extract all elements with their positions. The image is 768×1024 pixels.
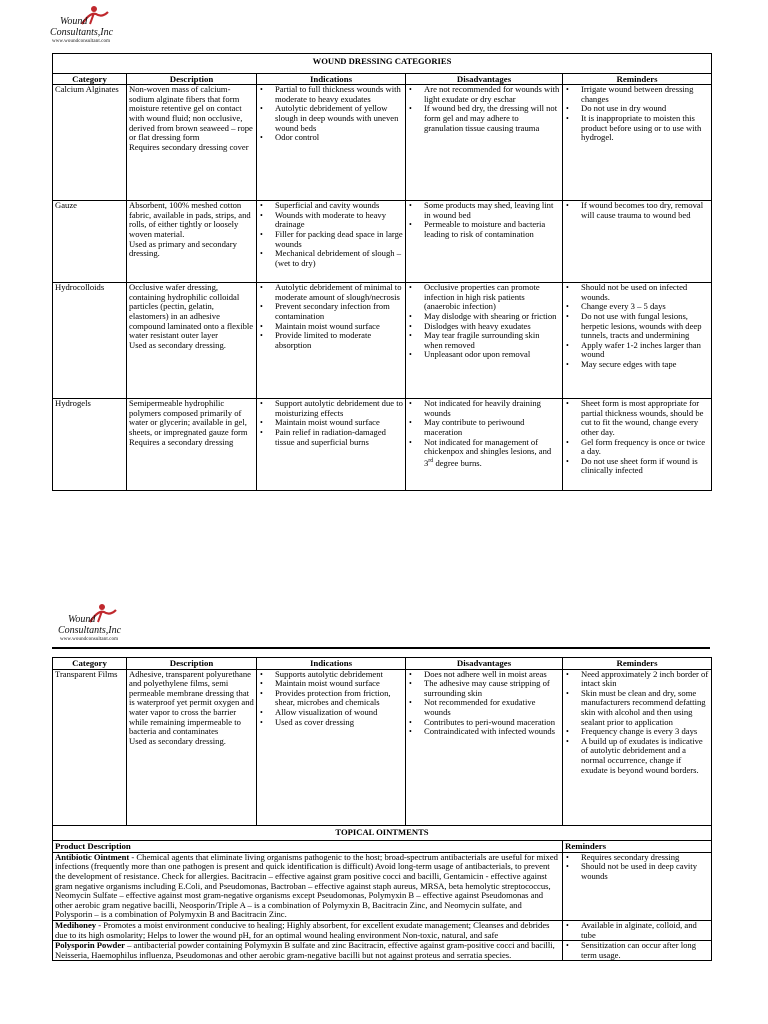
row-category: Gauze — [53, 201, 127, 283]
list-item: • May secure edges with tape — [565, 360, 709, 370]
table-row — [53, 201, 712, 283]
list-item: • Odor control — [259, 133, 403, 143]
row-reminders — [563, 85, 712, 201]
list-item: • Pain relief in radiation-damaged tissue and superficial burns — [259, 428, 403, 447]
row-indications — [257, 85, 406, 201]
table-title: WOUND DRESSING CATEGORIES — [53, 54, 712, 74]
row-reminders — [563, 399, 712, 491]
table-row — [53, 283, 712, 399]
list-item: • Maintain moist wound surface — [259, 322, 403, 332]
list-item: • Occlusive properties can promote infection in high risk patients (anaerobic infection) — [408, 283, 560, 312]
list-item: • Not indicated for management of chickenpox and shingles lesions, and 3rd degree burns. — [408, 438, 560, 469]
header-reminders: Reminders — [563, 841, 712, 853]
company-logo — [58, 602, 168, 644]
logo-line1: Wound — [68, 614, 96, 625]
list-item: • Should not be used in deep cavity wounds — [565, 862, 709, 881]
row-category: Calcium Alginates — [53, 85, 127, 201]
row-description: Semipermeable hydrophilic polymers composed primarily of water or glycerin; available in gel, sheets, or impregnated gauze form Requires a secondary dressing — [127, 399, 257, 491]
list-item: • Dislodges with heavy exudates — [408, 322, 560, 332]
table-row — [53, 399, 712, 491]
list-item: • Unpleasant odor upon removal — [408, 350, 560, 360]
list-item: • Supports autolytic debridement — [259, 670, 403, 680]
product-name: Polysporin Powder — [55, 940, 125, 951]
list-item: • Sensitization can occur after long term usage. — [565, 941, 709, 960]
list-item: • Permeable to moisture and bacteria leading to risk of contamination — [408, 220, 560, 239]
list-item: • Requires secondary dressing — [565, 853, 709, 863]
list-item: • Maintain moist wound surface — [259, 418, 403, 428]
list-item: • Maintain moist wound surface — [259, 679, 403, 689]
list-item: • Contraindicated with infected wounds — [408, 727, 560, 737]
row-disadvantages — [406, 399, 563, 491]
row-disadvantages — [406, 85, 563, 201]
header-row — [53, 841, 712, 853]
header-category: Category — [53, 658, 127, 670]
logo-url: www.woundconsultant.com — [60, 637, 119, 642]
list-item: • Autolytic debridement of minimal to moderate amount of slough/necrosis — [259, 283, 403, 302]
row-reminders — [563, 941, 712, 961]
table-row — [53, 85, 712, 201]
header-disadvantages: Disadvantages — [406, 658, 563, 670]
header-row — [53, 658, 712, 670]
product-polysporin-powder: Polysporin Powder – antibacterial powder containing Polymyxin B sulfate and zinc Bacitracin, effective against gram-positive cocci and bacilli, Neisseria, Haemophilus influenza, Pseudomonas and other aerobic gram-negative bacilli but not against proteus and serratia species. — [53, 941, 563, 961]
list-item: • Contributes to peri-wound maceration — [408, 718, 560, 728]
row-category: Transparent Films — [53, 669, 127, 825]
row-category: Hydrocolloids — [53, 283, 127, 399]
list-item: • Do not use with fungal lesions, herpetic lesions, wounds with deep tunnels, tracts and undermining — [565, 312, 709, 341]
table-row — [53, 852, 712, 920]
row-description: Adhesive, transparent polyurethane and polyethylene films, semi permeable membrane dressing that is waterproof yet permit oxygen and water vapor to cross the barrier while remaining impermeable to bacteria and contaminates Used as secondary dressing. — [127, 669, 257, 825]
list-item: • Filler for packing dead space in large wounds — [259, 230, 403, 249]
list-item: • Allow visualization of wound — [259, 708, 403, 718]
row-indications — [257, 669, 406, 825]
row-reminders — [563, 920, 712, 940]
list-item: • May dislodge with shearing or friction — [408, 312, 560, 322]
row-reminders — [563, 852, 712, 920]
row-disadvantages — [406, 201, 563, 283]
list-item: • Mechanical debridement of slough – (wet to dry) — [259, 249, 403, 268]
table-row — [53, 920, 712, 940]
list-item: • Are not recommended for wounds with light exudate or dry eschar — [408, 85, 560, 104]
list-item: • Prevent secondary infection from contamination — [259, 302, 403, 321]
row-disadvantages — [406, 669, 563, 825]
list-item: • Does not adhere well in moist areas — [408, 670, 560, 680]
list-item: • Some products may shed, leaving lint in wound bed — [408, 201, 560, 220]
list-item: • Provide limited to moderate absorption — [259, 331, 403, 350]
row-disadvantages — [406, 283, 563, 399]
header-disadvantages: Disadvantages — [406, 73, 563, 85]
product-name: Medihoney — [55, 920, 97, 930]
section-title: TOPICAL OINTMENTS — [53, 825, 712, 841]
table-row — [53, 941, 712, 961]
logo-url: www.woundconsultant.com — [52, 39, 111, 44]
header-reminders: Reminders — [563, 658, 712, 670]
table-row — [53, 669, 712, 825]
row-indications — [257, 283, 406, 399]
row-reminders — [563, 283, 712, 399]
logo-line1: Wound — [60, 16, 88, 27]
header-reminders: Reminders — [563, 73, 712, 85]
list-item: • Apply wafer 1-2 inches larger than wound — [565, 341, 709, 360]
row-description: Non-woven mass of calcium-sodium alginate fibers that form moisture retentive gel on contact with wound fluid; non occlusive, derived from brown seaweed – rope or flat dressing form Requires secondary dressing cover — [127, 85, 257, 201]
list-item: • Skin must be clean and dry, some manufacturers recommend defatting skin with alcohol and then using sealant prior to application — [565, 689, 709, 727]
header-product-description: Product Description — [53, 841, 563, 853]
list-item: • The adhesive may cause stripping of surrounding skin — [408, 679, 560, 698]
list-item: • Provides protection from friction, shear, microbes and chemicals — [259, 689, 403, 708]
list-item: • Not recommended for exudative wounds — [408, 698, 560, 717]
header-indications: Indications — [257, 73, 406, 85]
company-logo — [50, 4, 160, 46]
dressing-categories-table — [52, 53, 712, 491]
divider — [52, 647, 710, 649]
row-category: Hydrogels — [53, 399, 127, 491]
logo-line2: Consultants,Inc — [58, 625, 122, 636]
list-item: • Do not use sheet form if wound is clinically infected — [565, 457, 709, 476]
list-item: • Support autolytic debridement due to moisturizing effects — [259, 399, 403, 418]
header-row — [53, 73, 712, 85]
logo-line2: Consultants,Inc — [50, 27, 114, 38]
list-item: • Used as cover dressing — [259, 718, 403, 728]
product-antibiotic-ointment: Antibiotic Ointment - Chemical agents that eliminate living organisms pathogenic to the host; broad-spectrum antibacterials are useful for mixed infections (frequently more than one pathogen is present and quick identification is difficult) Avoid long-term usage of antibacterials, to prevent the development of resistance. Check for allergies. Bacitracin – effective against gram positive cocci and bacilli, Gentamicin - effective against gram negative organisms including E.Coli, and Pseudomonas, Bactroban – effective against staph aureus, MRSA, beta hemolytic streptococcus, Neomycin Sulfate – effective against most gram-negative organisms except Pseudomonas, Polymyxin B – effective against Pseudomonas and other aerobic gram negative bacilli, Neosporin/Triple A – is a combination of Polymyxin B, Bacitracin Zinc, and Neomycin sulfate, and Polysporin – is a combination of Polymyxin B and Bacitracin Zinc. — [53, 852, 563, 920]
list-item: • Irrigate wound between dressing changes — [565, 85, 709, 104]
row-indications — [257, 201, 406, 283]
header-category: Category — [53, 73, 127, 85]
transparent-films-table — [52, 657, 712, 961]
list-item: • May tear fragile surrounding skin when removed — [408, 331, 560, 350]
list-item: • Not indicated for heavily draining wounds — [408, 399, 560, 418]
list-item: • Frequency change is every 3 days — [565, 727, 709, 737]
list-item: • A build up of exudates is indicative of autolytic debridement and a normal occurrence, change if exudate is beyond wound borders. — [565, 737, 709, 775]
header-description: Description — [127, 658, 257, 670]
row-description: Occlusive wafer dressing, containing hydrophilic colloidal particles (pectin, gelatin, elastomers) in an adhesive compound laminated onto a flexible water resistant outer layer Used as secondary dressing. — [127, 283, 257, 399]
list-item: • It is inappropriate to moisten this product before using or to use with hydrogel. — [565, 114, 709, 143]
header-indications: Indications — [257, 658, 406, 670]
product-name: Antibiotic Ointment — [55, 852, 130, 862]
list-item: • Wounds with moderate to heavy drainage — [259, 211, 403, 230]
list-item: • Superficial and cavity wounds — [259, 201, 403, 211]
row-description: Absorbent, 100% meshed cotton fabric, available in pads, strips, and rolls, of either tightly or loosely woven material. Used as primary and secondary dressing. — [127, 201, 257, 283]
list-item: • Need approximately 2 inch border of intact skin — [565, 670, 709, 689]
header-description: Description — [127, 73, 257, 85]
list-item: • Change every 3 – 5 days — [565, 302, 709, 312]
list-item: • Sheet form is most appropriate for partial thickness wounds, should be cut to fit the wound, change every other day. — [565, 399, 709, 437]
list-item: • If wound becomes too dry, removal will cause trauma to wound bed — [565, 201, 709, 220]
row-reminders — [563, 669, 712, 825]
row-reminders — [563, 201, 712, 283]
product-medihoney: Medihoney - Promotes a moist environment conducive to healing; Highly absorbent, for excellent exudate management; Cleanses and debrides due to its high osmolarity; Helps to lower the wound pH, for an optimal wound healing environment Non-toxic, natural, and safe — [53, 920, 563, 940]
list-item: • Gel form frequency is once or twice a day. — [565, 438, 709, 457]
list-item: • Do not use in dry wound — [565, 104, 709, 114]
list-item: • May contribute to periwound maceration — [408, 418, 560, 437]
list-item: • Autolytic debridement of yellow slough in deep wounds with uneven wound beds — [259, 104, 403, 133]
list-item: • Partial to full thickness wounds with moderate to heavy exudates — [259, 85, 403, 104]
list-item: • Available in alginate, colloid, and tube — [565, 921, 709, 940]
list-item: • Should not be used on infected wounds. — [565, 283, 709, 302]
row-indications — [257, 399, 406, 491]
list-item: • If wound bed dry, the dressing will not form gel and may adhere to granulation tissue causing trauma — [408, 104, 560, 133]
